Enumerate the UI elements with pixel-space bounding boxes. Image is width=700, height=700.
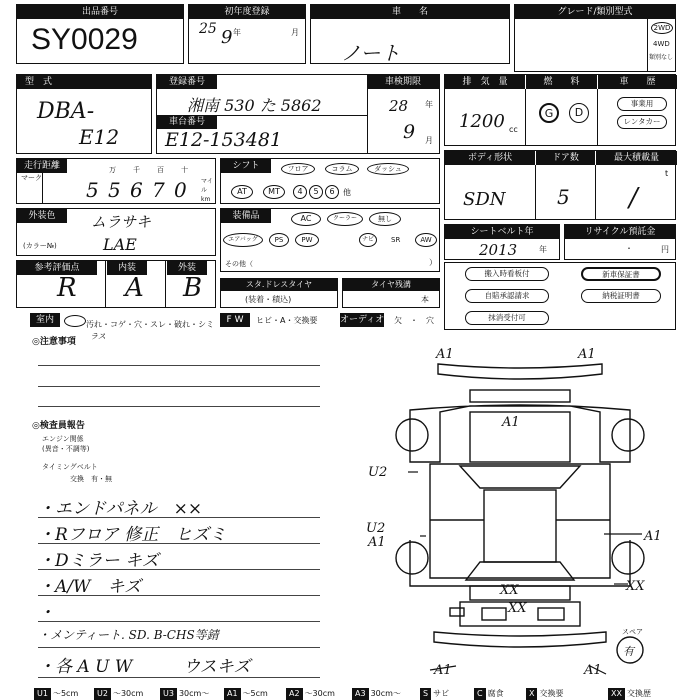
mark-engine: A1: [502, 415, 520, 430]
legend-c: [474, 688, 504, 700]
shift-other: 他: [343, 188, 351, 197]
mark-front-right: A1: [578, 347, 596, 362]
engine-box: [444, 74, 676, 146]
remark-6: ・メンティート. SD. B-CHS等錆: [38, 628, 219, 642]
mark-rear-panel-1: XX: [500, 583, 519, 598]
equipment-label: 装備品: [221, 209, 271, 223]
spare-mark: 有: [623, 645, 634, 658]
rear-body: [410, 540, 630, 586]
legend-u2: [94, 688, 143, 700]
spare-tire-loaded: 積込: [272, 295, 289, 304]
legend-value: 〜30cm: [304, 689, 335, 698]
shaken-label: 車検期限: [367, 75, 439, 89]
note-line: [38, 406, 320, 407]
remark-line: [38, 569, 320, 570]
equip-sr: SR: [391, 236, 401, 244]
remark-2: ・Rフロア 修正 ヒズミ: [38, 525, 227, 545]
model-name-box: [310, 4, 510, 64]
equip-aw: AW: [415, 233, 437, 247]
displacement-label: 排 気 量: [445, 75, 525, 89]
legend-value: サビ: [433, 689, 450, 698]
body-value: SDN: [463, 189, 506, 210]
int-score: A: [125, 273, 144, 303]
front-right-wheel: [612, 419, 644, 451]
shift-4: 4: [293, 185, 307, 199]
fuel-label: 燃 料: [525, 75, 597, 89]
audio-opts: 欠 ・ 穴: [394, 316, 434, 325]
capacity-value: /: [629, 183, 638, 213]
roof: [484, 490, 556, 562]
mileage-digit-5: 0: [174, 178, 187, 202]
engine-bay: [470, 412, 570, 462]
shift-5: 5: [309, 185, 323, 199]
mileage-digit-1: 5: [86, 178, 99, 202]
recycle-dot: ・: [625, 244, 633, 253]
doc-kanban: 搬入時看板付: [465, 267, 549, 281]
model-name-label: 車 名: [311, 5, 509, 19]
notes-label: ◎注意事項: [32, 337, 76, 347]
mileage-unit-2: 千: [133, 166, 140, 174]
fuel-divider: [525, 89, 526, 145]
history-label: 車 歴: [597, 75, 677, 89]
legend-a1: [224, 688, 268, 700]
mileage-unit-4: 十: [181, 166, 188, 174]
remark-7: ・各 A U W ウスキズ: [38, 657, 251, 677]
spare-tire-mounted: 装着: [248, 295, 265, 304]
mileage-marker-box: [17, 173, 43, 203]
inspector-engine: エンジン関係: [42, 435, 84, 443]
audio-label: オーディオ: [340, 315, 384, 325]
mark-rear-right: A1: [584, 663, 602, 678]
remark-5: ・: [38, 603, 55, 623]
inspector-timing-opts: 交換 有・無: [70, 475, 112, 483]
doc-warranty: 新車保証書: [581, 267, 661, 281]
doc-massho: 抹消受付可: [465, 311, 549, 325]
fw-opts: ヒビ・A・交換要: [256, 316, 318, 325]
note-line: [38, 365, 320, 366]
rear-lamp-r: [538, 608, 564, 620]
history-rental: レンタカー: [617, 115, 667, 129]
first-reg-year-label: 年: [233, 28, 241, 37]
exterior-box: [16, 208, 216, 256]
first-reg-month-label: 月: [291, 28, 299, 37]
fuel-d-oval: D: [569, 103, 589, 123]
legend-key: U3: [160, 688, 177, 700]
seatbelt-label: シートベルト年: [445, 225, 559, 239]
legend-key: U2: [94, 688, 111, 700]
eval-label: 参考評価点: [17, 261, 97, 275]
registration-box: [156, 74, 440, 154]
mark-left-front-door: U2: [368, 465, 388, 480]
grade-none: 類別なし: [649, 54, 674, 61]
capacity-divider: [595, 165, 596, 219]
mark-front-left: A1: [436, 347, 454, 362]
fw-label: F W: [220, 313, 250, 327]
equip-pw: PW: [295, 233, 319, 247]
remark-line: [38, 621, 320, 622]
spare-label: スペア: [622, 628, 643, 636]
interior-label: 室内: [30, 313, 60, 327]
model-box: [16, 74, 152, 154]
remark-line: [38, 677, 320, 678]
doors-divider: [535, 165, 536, 219]
exterior-label: 外装色: [17, 209, 67, 223]
legend-key: A2: [286, 688, 303, 700]
legend-value: 腐食: [487, 689, 504, 698]
rear-left-wheel: [396, 542, 428, 574]
legend-u3: [160, 688, 209, 700]
mileage-marker: マーク: [21, 174, 42, 182]
body-box: [444, 150, 676, 220]
legend-value: 30cm〜: [178, 689, 210, 698]
legend-a2: [286, 688, 335, 700]
shift-dash: ダッシュ: [367, 163, 409, 175]
mileage-label: 走行距離: [17, 159, 67, 173]
history-business: 事業用: [617, 97, 667, 111]
doc-tax: 納税証明書: [581, 289, 661, 303]
hood: [470, 390, 570, 402]
equip-other-close: ）: [429, 258, 437, 267]
model-code-2: E12: [79, 125, 120, 149]
lot-box: [16, 4, 184, 64]
legend-key: U1: [34, 688, 51, 700]
interior-opts: [64, 315, 214, 330]
seatbelt-unit: 年: [539, 245, 547, 254]
mileage-digit-3: 6: [130, 178, 143, 202]
condition-strip: [30, 312, 440, 328]
equipment-box: [220, 208, 440, 272]
shaken-year: 28: [389, 97, 409, 115]
remark-line: [38, 647, 320, 648]
cabin-outline: [430, 464, 610, 578]
first-reg-year: 25: [199, 21, 217, 37]
interior-dirty-oval: [64, 315, 86, 327]
tire-depth-label: タイヤ残溝: [343, 279, 439, 291]
grade-label: グレード/類別型式: [515, 5, 675, 19]
grade-box: [514, 4, 676, 72]
recycle-label: リサイクル預託金: [565, 225, 675, 239]
mark-left-rear-door: U2: [366, 521, 386, 536]
ext-label: 外装: [167, 261, 207, 275]
rear-bumper: [434, 632, 606, 647]
mark-rear-left: A1: [434, 663, 452, 678]
remark-line: [38, 517, 320, 518]
equip-airbag: エアバッグ: [223, 233, 263, 247]
doors-label: ドア数: [535, 151, 595, 165]
docs-box: [444, 262, 676, 330]
plate: [482, 608, 506, 620]
legend-key: C: [474, 688, 486, 700]
legend-a3: [352, 688, 401, 700]
shift-at: AT: [231, 185, 253, 199]
legend-key: X: [526, 688, 537, 700]
mileage-unit-3: 百: [157, 166, 164, 174]
legend-key: S: [420, 688, 431, 700]
mileage-unit-label: マイル km: [201, 178, 213, 203]
fuel-g-oval: G: [539, 103, 559, 123]
legend-value: 30cm〜: [370, 689, 401, 698]
equip-navi: ナビ: [359, 233, 377, 247]
displacement-value: 1200: [459, 111, 505, 132]
reg-no-value: 湘南 530 た 5862: [187, 96, 322, 115]
trunk: [470, 586, 570, 600]
front-bumper: [438, 364, 602, 379]
spare-tire-opts: (装着・積込): [245, 295, 292, 304]
interior-opts-text: 汚れ・コゲ・穴・スレ・破れ・シミ: [86, 320, 214, 329]
exterior-code: LAE: [103, 235, 137, 254]
shaken-month: 9: [403, 121, 416, 143]
reg-no-label: 登録番号: [157, 75, 217, 89]
front-body: [410, 405, 630, 462]
displacement-unit: cc: [509, 125, 518, 134]
shaken-month-label: 月: [425, 136, 433, 145]
legend-value: 〜5cm: [242, 689, 268, 698]
shaken-year-label: 年: [425, 100, 433, 109]
rear-window: [466, 562, 574, 580]
legend-value: 交換歴: [626, 689, 651, 698]
lot-number: SY0029: [31, 23, 138, 56]
grade-divider: [647, 19, 648, 71]
scores-div-1: [105, 261, 106, 307]
doc-jibaiseki: 自賠承認請求: [465, 289, 549, 303]
legend-x: [526, 688, 563, 700]
inspector-label: ◎検査員報告: [32, 421, 85, 431]
mark-right-rear-lower: XX: [626, 579, 645, 594]
remark-4: ・A/W キズ: [38, 577, 142, 597]
model-code-1: DBA-: [37, 99, 95, 124]
windshield: [460, 466, 580, 488]
legend-xx: [608, 688, 651, 700]
legend-value: 〜30cm: [112, 689, 144, 698]
scores-box: [16, 260, 216, 308]
capacity-label: 最大積載量: [595, 151, 677, 165]
mark-right-rear: A1: [644, 529, 662, 544]
grade-4wd: 4WD: [653, 40, 670, 48]
equip-none: 無し: [369, 212, 401, 226]
seatbelt-value: 2013: [479, 241, 518, 259]
rear-right-wheel: [612, 542, 644, 574]
shift-mt: MT: [263, 185, 285, 199]
recycle-unit: 円: [661, 245, 669, 254]
equip-other: その他（: [225, 260, 253, 268]
doors-value: 5: [557, 185, 570, 209]
front-left-wheel: [396, 419, 428, 451]
tire-depth-box: [342, 278, 440, 308]
seatbelt-box: [444, 224, 560, 260]
legend-key: A3: [352, 688, 369, 700]
shift-floor: フロア: [281, 163, 315, 175]
chassis-label: 車台番号: [157, 115, 217, 129]
remark-line: [38, 595, 320, 596]
tire-depth-unit: 本: [421, 295, 429, 304]
remark-1: ・エンドパネル ××: [38, 499, 203, 519]
scores-div-2: [165, 261, 166, 307]
inspector-engine-sub: (異音・不調等): [42, 445, 90, 453]
first-reg-month: 9: [221, 27, 233, 48]
eval-score: R: [57, 273, 77, 303]
equip-cooler: クーラー: [327, 212, 363, 226]
first-reg-label: 初年度登録: [189, 5, 305, 19]
notes-sup: ラス: [90, 332, 106, 341]
grade-2wd-oval: 2WD: [651, 22, 673, 34]
exterior-color: ムラサキ: [91, 213, 152, 231]
equip-ac: AC: [291, 212, 321, 226]
equip-ps: PS: [269, 233, 289, 247]
body-label: ボディ形状: [445, 151, 535, 165]
shift-column: コラム: [325, 163, 359, 175]
first-reg-box: [188, 4, 306, 64]
mark-left-rear-door-2: A1: [368, 535, 386, 550]
model-name-value: ノート: [341, 41, 401, 65]
exterior-color-label: (カラー№): [23, 242, 57, 250]
remark-3: ・Dミラー キズ: [38, 551, 159, 571]
car-diagram: [360, 340, 690, 688]
note-line: [38, 386, 320, 387]
lot-label: 出品番号: [17, 5, 183, 19]
mark-rear-panel-2: XX: [508, 601, 527, 616]
legend-u1: [34, 688, 78, 700]
recycle-box: [564, 224, 676, 260]
chassis-value: E12-153481: [165, 129, 282, 151]
mileage-digit-4: 7: [152, 178, 165, 202]
mileage-digit-2: 5: [108, 178, 121, 202]
spare-tire-label: スタ.ドレスタイヤ: [221, 279, 337, 291]
capacity-unit: t: [665, 169, 669, 178]
legend-key: XX: [608, 688, 625, 700]
spare-tire-box: [220, 278, 338, 308]
history-divider: [597, 89, 598, 145]
remark-line: [38, 543, 320, 544]
legend-value: 交換要: [539, 689, 564, 698]
legend-key: A1: [224, 688, 241, 700]
mileage-unit-1: 万: [109, 166, 116, 174]
inspector-timing: タイミングベルト: [42, 463, 98, 471]
model-label: 型 式: [17, 75, 151, 89]
shift-label: シフト: [221, 159, 271, 173]
shift-box: [220, 158, 440, 204]
rear-lamp-l: [450, 608, 464, 616]
legend-value: 〜5cm: [52, 689, 79, 698]
shift-6: 6: [325, 185, 339, 199]
int-label: 内装: [107, 261, 147, 275]
ext-score: B: [183, 273, 203, 303]
legend-s: [420, 688, 449, 700]
